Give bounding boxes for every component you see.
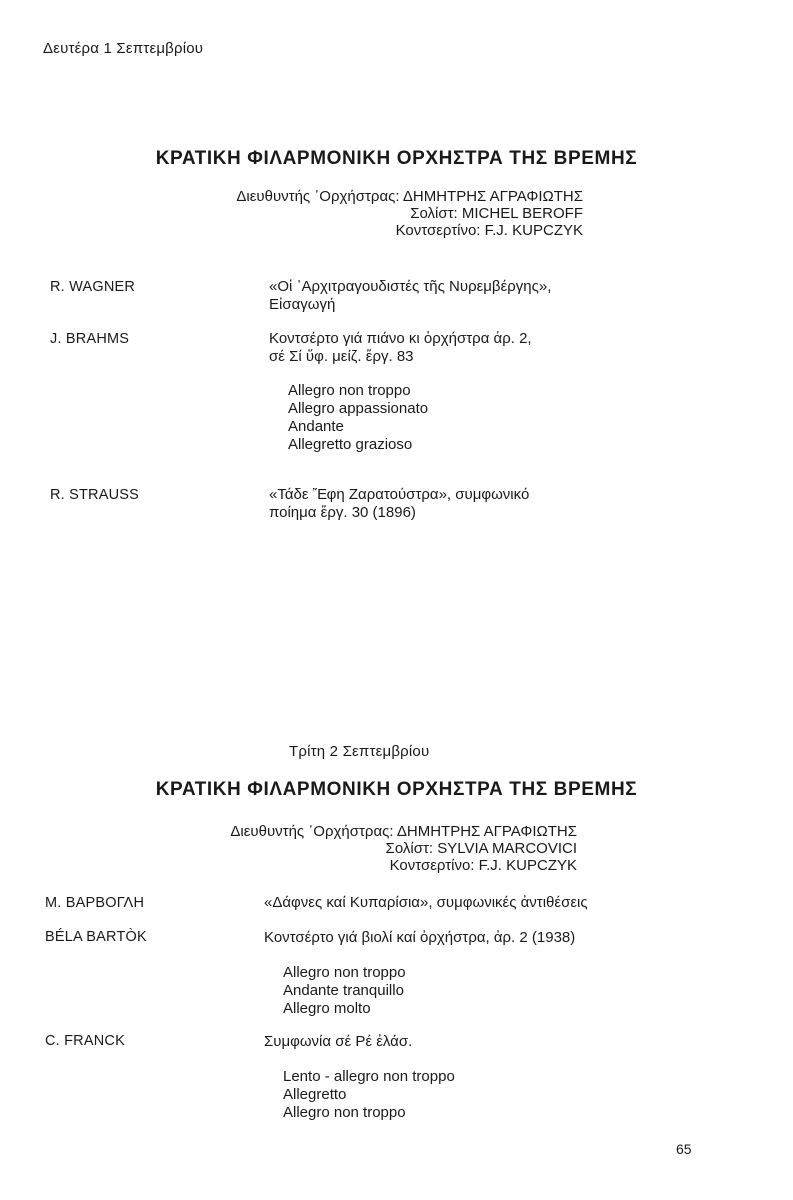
composer-strauss: R. STRAUSS [50,487,140,503]
work-wagner: «Οἱ ᾿Αρχιτραγουδιστές τῆς Νυρεμβέργης», Εἰσαγωγή [269,278,552,313]
concert2-credits [230,823,577,874]
movement: Lento - allegro non troppo [283,1068,455,1085]
concert2-conductor: Διευθυντής ᾿Ορχήστρας: ΔΗΜΗΤΡΗΣ ΑΓΡΑΦΙΩΤΗΣ [230,823,577,840]
movement: Andante tranquillo [283,982,404,999]
movements-bartok [283,964,406,1018]
composer-wagner: R. WAGNER [50,279,136,295]
composer-bartok: BÉLA BARTÒK [45,929,147,945]
work-varvoglis: «Δάφνες καί Κυπαρίσια», συμφωνικές ἀντιθέσεις [264,894,588,911]
work-franck: Συμφωνία σέ Ρέ ἐλάσ. [264,1033,413,1050]
movement: Allegro appassionato [288,400,429,417]
concert2-title: ΚΡΑΤΙΚΗ ΦΙΛΑΡΜΟΝΙΚΗ ΟΡΧΗΣΤΡΑ ΤΗΣ ΒΡΕΜΗΣ [155,779,638,800]
concert2-date: Τρίτη 2 Σεπτεμβρίου [289,743,430,760]
movement: Allegretto [283,1086,347,1103]
movement: Allegro non troppo [283,964,406,981]
work-bartok: Κοντσέρτο γιά βιολί καί ὀρχήστρα, ἀρ. 2 (1938) [264,929,576,946]
concert1-conductor: Διευθυντής ᾿Ορχήστρας: ΔΗΜΗΤΡΗΣ ΑΓΡΑΦΙΩΤΗΣ [236,188,583,205]
movements-brahms [288,382,428,454]
concert1-date: Δευτέρα 1 Σεπτεμβρίου [43,40,204,57]
concert1-credits [236,188,583,239]
composer-brahms: J. BRAHMS [50,331,130,347]
work-brahms: Κοντσέρτο γιά πιάνο κι ὀρχήστρα ἀρ. 2, σέ Σί ὕφ. μείζ. ἔργ. 83 [269,330,532,365]
movements-franck [283,1068,455,1122]
composer-franck: C. FRANCK [45,1033,125,1049]
movement: Allegretto grazioso [288,436,413,453]
movement: Andante [288,418,344,435]
composer-varvoglis: Μ. ΒΑΡΒΟΓΛΗ [45,895,145,911]
movement: Allegro molto [283,1000,371,1017]
concert1-concertmaster: Κοντσερτίνο: F.J. KUPCZYK [395,222,583,239]
concert1-title: ΚΡΑΤΙΚΗ ΦΙΛΑΡΜΟΝΙΚΗ ΟΡΧΗΣΤΡΑ ΤΗΣ ΒΡΕΜΗΣ [155,148,638,169]
concert2-concertmaster: Κοντσερτίνο: F.J. KUPCZYK [389,857,577,874]
work-strauss: «Τάδε Ἔφη Ζαρατούστρα», συμφωνικό ποίημα ἔργ. 30 (1896) [269,486,530,521]
movement: Allegro non troppo [283,1104,406,1121]
page-number: 65 [676,1141,692,1157]
concert2-soloist: Σολίστ: SYLVIA MARCOVICI [385,840,577,857]
movement: Allegro non troppo [288,382,411,399]
concert1-soloist: Σολίστ: MICHEL BEROFF [410,205,583,222]
